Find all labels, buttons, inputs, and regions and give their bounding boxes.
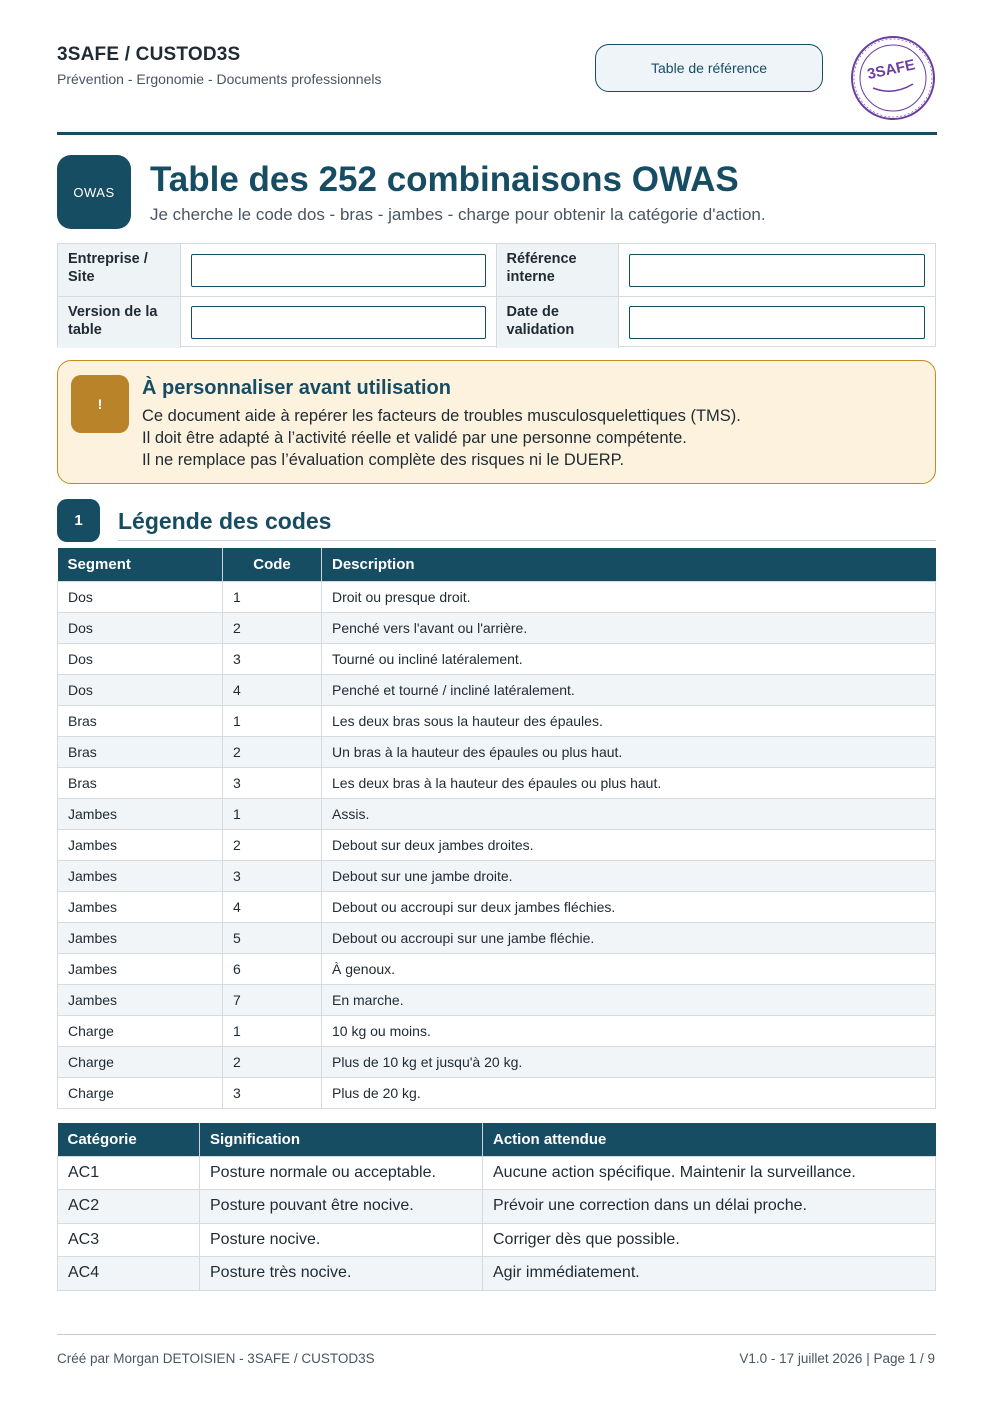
code-cell: 1 xyxy=(223,798,322,829)
segment-cell: Charge xyxy=(58,1015,223,1046)
column-header-expected-action: Action attendue xyxy=(483,1123,936,1156)
table-row xyxy=(58,674,936,705)
description-cell: Tourné ou incliné latéralement. xyxy=(322,643,936,674)
table-row xyxy=(58,767,936,798)
description-cell: Debout ou accroupi sur une jambe fléchie. xyxy=(322,922,936,953)
segment-cell: Jambes xyxy=(58,891,223,922)
meta-row xyxy=(58,296,935,348)
description-cell: En marche. xyxy=(322,984,936,1015)
table-row xyxy=(58,1156,936,1190)
page-header xyxy=(57,40,937,132)
segment-cell: Dos xyxy=(58,581,223,612)
description-cell: Droit ou presque droit. xyxy=(322,581,936,612)
code-cell: 1 xyxy=(223,581,322,612)
version-field[interactable] xyxy=(191,306,486,339)
meaning-cell: Posture nocive. xyxy=(200,1223,483,1257)
category-cell: AC4 xyxy=(58,1257,200,1291)
table-row xyxy=(58,581,936,612)
column-header-segment: Segment xyxy=(58,548,223,581)
page-subtitle: Je cherche le code dos - bras - jambes - charge pour obtenir la catégorie d'action. xyxy=(150,205,766,224)
table-row xyxy=(58,891,936,922)
segment-cell: Jambes xyxy=(58,953,223,984)
description-cell: Les deux bras à la hauteur des épaules ou plus haut. xyxy=(322,767,936,798)
code-cell: 3 xyxy=(223,767,322,798)
category-cell: AC2 xyxy=(58,1190,200,1224)
description-cell: Debout sur une jambe droite. xyxy=(322,860,936,891)
code-cell: 5 xyxy=(223,922,322,953)
table-row xyxy=(58,829,936,860)
segment-cell: Bras xyxy=(58,705,223,736)
description-cell: Assis. xyxy=(322,798,936,829)
reference-pill: Table de référence xyxy=(595,44,823,92)
company-stamp-logo xyxy=(849,34,937,122)
segment-cell: Jambes xyxy=(58,984,223,1015)
code-cell: 6 xyxy=(223,953,322,984)
warning-title: À personnaliser avant utilisation xyxy=(142,377,451,399)
table-header-row xyxy=(58,1123,936,1156)
code-cell: 7 xyxy=(223,984,322,1015)
table-header-row xyxy=(58,548,936,581)
brand-subtitle: Prévention - Ergonomie - Documents professionnels xyxy=(57,71,382,87)
category-cell: AC3 xyxy=(58,1223,200,1257)
segment-cell: Jambes xyxy=(58,798,223,829)
table-row xyxy=(58,953,936,984)
company-field[interactable] xyxy=(191,254,486,287)
description-cell: 10 kg ou moins. xyxy=(322,1015,936,1046)
segment-cell: Dos xyxy=(58,643,223,674)
warning-line: Ce document aide à repérer les facteurs de troubles musculosquelettiques (TMS). xyxy=(142,407,741,425)
code-cell: 1 xyxy=(223,705,322,736)
table-row xyxy=(58,736,936,767)
owas-badge: OWAS xyxy=(57,155,131,229)
segment-cell: Dos xyxy=(58,674,223,705)
segment-cell: Jambes xyxy=(58,860,223,891)
footer-credit: Créé par Morgan DETOISIEN - 3SAFE / CUSTOD3S xyxy=(57,1351,375,1366)
description-cell: Debout sur deux jambes droites. xyxy=(322,829,936,860)
description-cell: Penché et tourné / incliné latéralement. xyxy=(322,674,936,705)
validation-date-label: Date de validation xyxy=(497,297,620,348)
expected-action-cell: Aucune action spécifique. Maintenir la surveillance. xyxy=(483,1156,936,1190)
action-category-table xyxy=(57,1123,936,1291)
table-row xyxy=(58,860,936,891)
page-title: Table des 252 combinaisons OWAS xyxy=(150,160,739,199)
svg-text:3SAFE: 3SAFE xyxy=(865,56,917,84)
table-row xyxy=(58,705,936,736)
expected-action-cell: Corriger dès que possible. xyxy=(483,1223,936,1257)
table-row xyxy=(58,643,936,674)
segment-cell: Bras xyxy=(58,736,223,767)
warning-callout xyxy=(57,360,936,484)
code-cell: 4 xyxy=(223,674,322,705)
table-row xyxy=(58,798,936,829)
warning-line: Il ne remplace pas l’évaluation complète des risques ni le DUERP. xyxy=(142,451,625,469)
description-cell: Debout ou accroupi sur deux jambes fléchies. xyxy=(322,891,936,922)
footer-divider xyxy=(57,1334,936,1335)
segment-cell: Charge xyxy=(58,1046,223,1077)
column-header-meaning: Signification xyxy=(200,1123,483,1156)
segment-cell: Jambes xyxy=(58,922,223,953)
section-number-badge: 1 xyxy=(57,499,100,542)
column-header-category: Catégorie xyxy=(58,1123,200,1156)
segment-cell: Jambes xyxy=(58,829,223,860)
description-cell: Les deux bras sous la hauteur des épaules. xyxy=(322,705,936,736)
segment-cell: Charge xyxy=(58,1077,223,1108)
code-cell: 2 xyxy=(223,736,322,767)
codes-legend-table xyxy=(57,548,936,1109)
warning-line: Il doit être adapté à l’activité réelle et validé par une personne compétente. xyxy=(142,429,687,447)
table-row xyxy=(58,1077,936,1108)
code-cell: 2 xyxy=(223,1046,322,1077)
table-row xyxy=(58,1257,936,1291)
code-cell: 3 xyxy=(223,860,322,891)
table-row xyxy=(58,1190,936,1224)
meaning-cell: Posture normale ou acceptable. xyxy=(200,1156,483,1190)
table-row xyxy=(58,984,936,1015)
expected-action-cell: Agir immédiatement. xyxy=(483,1257,936,1291)
document-meta-form xyxy=(57,243,936,347)
table-row xyxy=(58,612,936,643)
code-cell: 2 xyxy=(223,612,322,643)
expected-action-cell: Prévoir une correction dans un délai proche. xyxy=(483,1190,936,1224)
header-divider xyxy=(57,132,937,135)
table-row xyxy=(58,1015,936,1046)
meta-row xyxy=(58,244,935,296)
segment-cell: Dos xyxy=(58,612,223,643)
version-label: Version de la table xyxy=(58,297,181,348)
code-cell: 4 xyxy=(223,891,322,922)
exclamation-icon: ! xyxy=(71,375,129,433)
category-cell: AC1 xyxy=(58,1156,200,1190)
table-row xyxy=(58,1046,936,1077)
brand-title: 3SAFE / CUSTOD3S xyxy=(57,44,241,65)
code-cell: 1 xyxy=(223,1015,322,1046)
description-cell: Un bras à la hauteur des épaules ou plus haut. xyxy=(322,736,936,767)
table-row xyxy=(58,922,936,953)
section-divider xyxy=(118,540,936,541)
column-header-code: Code xyxy=(223,548,322,581)
section-title: Légende des codes xyxy=(118,508,332,534)
company-label: Entreprise / Site xyxy=(58,244,181,296)
validation-date-field[interactable] xyxy=(629,306,925,339)
description-cell: Plus de 10 kg et jusqu'à 20 kg. xyxy=(322,1046,936,1077)
footer-version-page: V1.0 - 17 juillet 2026 | Page 1 / 9 xyxy=(739,1351,935,1366)
internal-ref-field-cell xyxy=(619,244,935,296)
code-cell: 3 xyxy=(223,643,322,674)
meaning-cell: Posture très nocive. xyxy=(200,1257,483,1291)
description-cell: Penché vers l'avant ou l'arrière. xyxy=(322,612,936,643)
segment-cell: Bras xyxy=(58,767,223,798)
version-field-cell xyxy=(181,297,497,348)
validation-date-field-cell xyxy=(619,297,935,348)
code-cell: 2 xyxy=(223,829,322,860)
code-cell: 3 xyxy=(223,1077,322,1108)
table-row xyxy=(58,1223,936,1257)
meaning-cell: Posture pouvant être nocive. xyxy=(200,1190,483,1224)
column-header-description: Description xyxy=(322,548,936,581)
internal-ref-field[interactable] xyxy=(629,254,925,287)
company-field-cell xyxy=(181,244,497,296)
description-cell: À genoux. xyxy=(322,953,936,984)
internal-ref-label: Référence interne xyxy=(497,244,620,296)
description-cell: Plus de 20 kg. xyxy=(322,1077,936,1108)
